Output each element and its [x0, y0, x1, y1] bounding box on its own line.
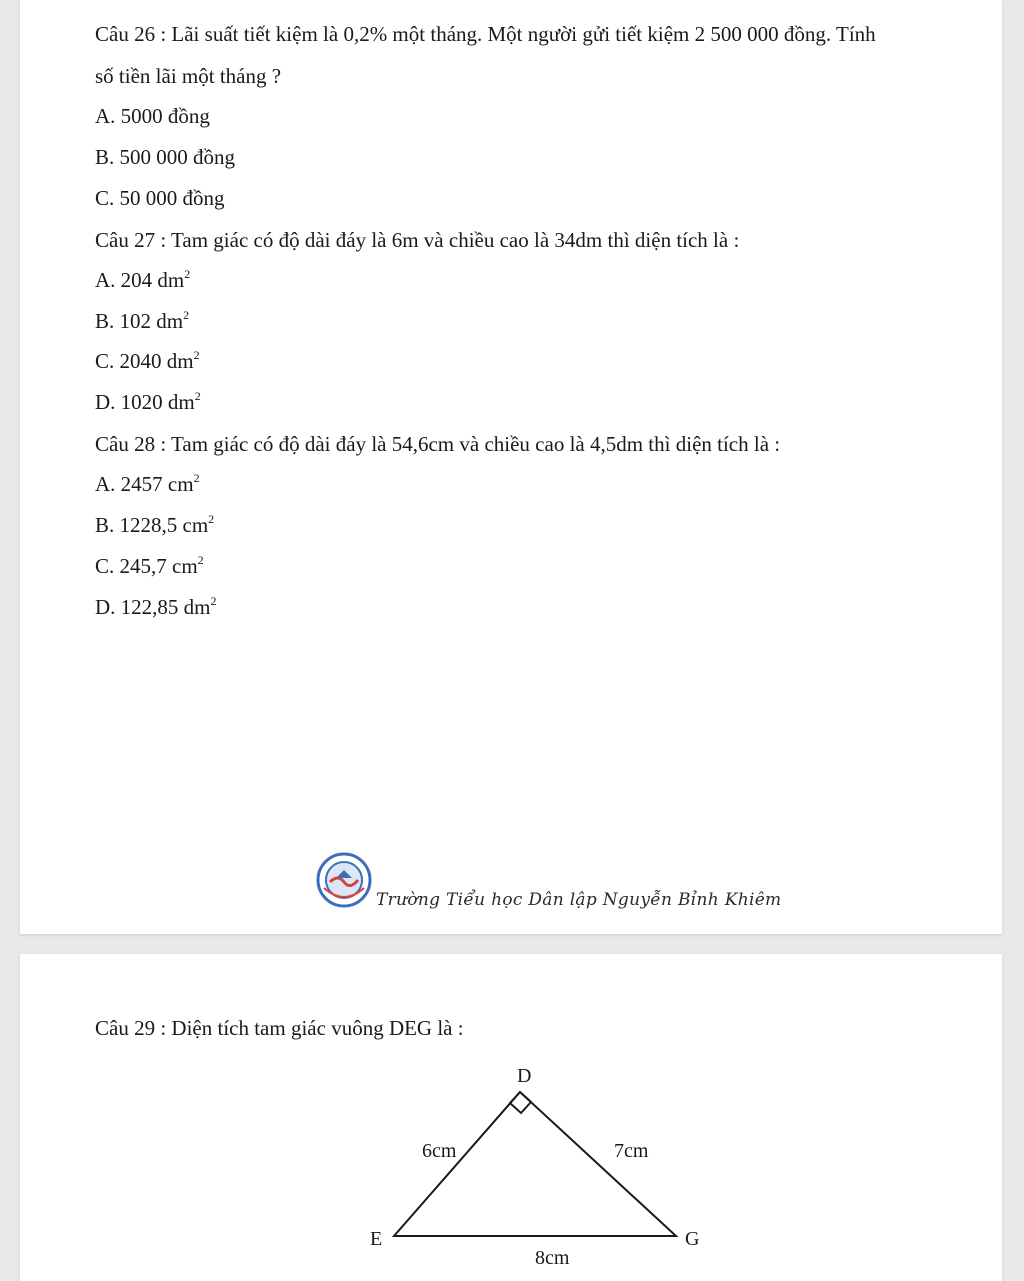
school-seal-icon [316, 852, 372, 908]
q27-option-d: D. 1020 $dm^2$ [95, 389, 201, 414]
vertex-d-label: D [517, 1065, 532, 1087]
q29-text: Câu 29 : Diện tích tam giác vuông DEG là : [95, 1016, 464, 1040]
document-page-2 [20, 954, 1002, 1281]
q28-option-a: A. 2457 $cm^2$ [95, 471, 200, 496]
q26-option-c: C. 50 000 đồng [95, 186, 225, 210]
document-page-1 [20, 0, 1002, 934]
q28-option-d: D. 122,85 $dm^2$ [95, 594, 217, 619]
q28-option-c: C. 245,7 $cm^2$ [95, 553, 204, 578]
right-angle-marker [510, 1092, 531, 1113]
q27-option-b: B. 102 $dm^2$ [95, 308, 190, 333]
q26-text-line2: số tiền lãi một tháng ? [95, 64, 282, 88]
q27-option-c: C. 2040 $dm^2$ [95, 348, 200, 373]
side-de-label: 6cm [422, 1140, 457, 1162]
side-dg-label: 7cm [614, 1140, 649, 1162]
q28-option-b: B. 1228,5 $cm^2$ [95, 512, 215, 537]
triangle-deg [394, 1092, 676, 1236]
q26-option-a: A. 5000 đồng [95, 104, 210, 128]
vertex-e-label: E [370, 1228, 383, 1250]
q28-text: Câu 28 : Tam giác có độ dài đáy là 54,6cm và chiều cao là 4,5dm thì diện tích là : [95, 432, 781, 456]
school-footer [316, 850, 796, 914]
q26-text-line1: Câu 26 : Lãi suất tiết kiệm là 0,2% một tháng. Một người gửi tiết kiệm 2 500 000 đồng. Tính [95, 22, 876, 46]
q26-option-b: B. 500 000 đồng [95, 145, 236, 169]
side-eg-label: 8cm [535, 1247, 570, 1269]
school-name: Trường Tiểu học Dân lập Nguyễn Bỉnh Khiêm [376, 890, 782, 910]
triangle-figure [360, 1054, 700, 1276]
q27-option-a: A. 204 $dm^2$ [95, 267, 191, 292]
q27-text: Câu 27 : Tam giác có độ dài đáy là 6m và chiều cao là 34dm thì diện tích là : [95, 228, 740, 252]
vertex-g-label: G [685, 1228, 700, 1250]
